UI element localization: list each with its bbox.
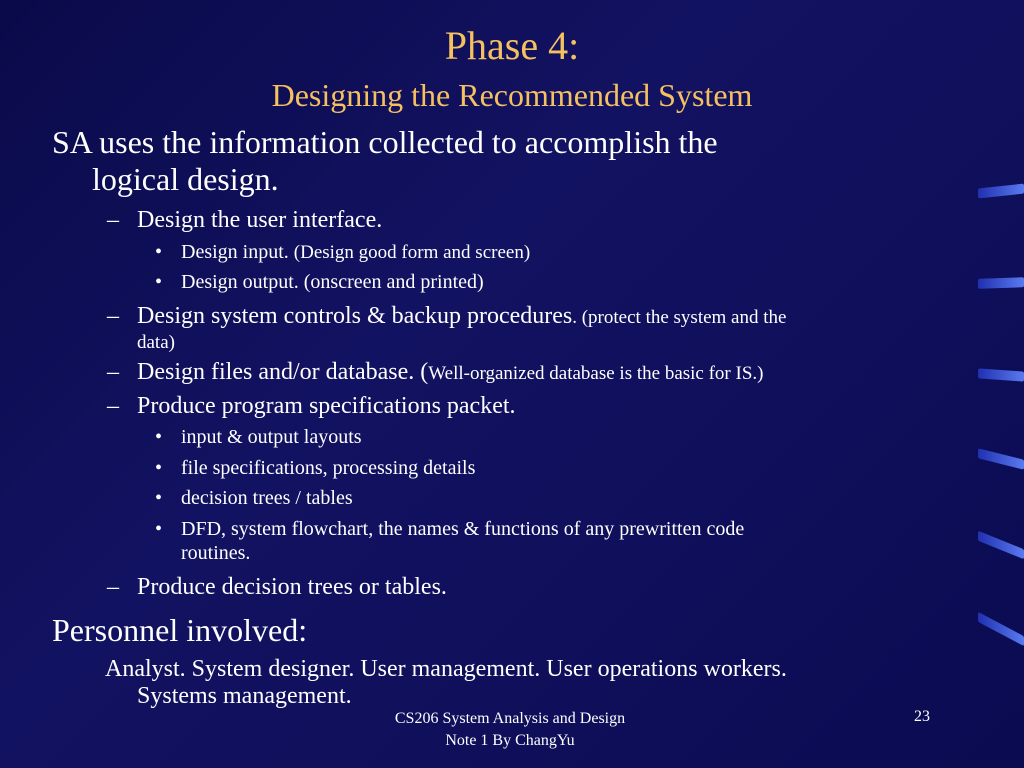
- sub-bullet-io-layouts: [155, 426, 362, 449]
- paragraph-roles: [105, 656, 945, 683]
- sub-bullet-design-output: [155, 271, 484, 294]
- dash-marker: –: [107, 207, 119, 233]
- sub-bullet-text: DFD, system flowchart, the names & functions of any prewritten code: [181, 518, 745, 540]
- bullet-marker: •: [155, 271, 163, 293]
- decor-stripe: [978, 277, 1024, 289]
- bullet-decision-trees: [107, 574, 447, 600]
- bullet-files-database: [107, 359, 764, 387]
- page-number: 23: [914, 708, 930, 725]
- sub-bullet-text: input & output layouts: [181, 426, 362, 448]
- sub-bullet-text-cont: routines.: [181, 542, 251, 564]
- bullet-system-controls-cont: [137, 331, 175, 354]
- footer-text: [350, 708, 670, 752]
- bullet-note: . (protect the system and the: [572, 307, 787, 328]
- sub-bullet-dfd: [155, 518, 745, 541]
- sub-bullet-text: file specifications, processing details: [181, 457, 476, 479]
- bullet-text: Design the user interface.: [137, 207, 383, 233]
- bullet-program-specs: [107, 393, 516, 419]
- paragraph-line-1: SA uses the information collected to accomplish the: [52, 124, 718, 160]
- bullet-design-ui: [107, 207, 383, 233]
- sub-bullet-note: (Design good form and screen): [293, 242, 531, 263]
- bullet-marker: •: [155, 487, 163, 509]
- sub-bullet-decision-trees: [155, 487, 353, 510]
- bullet-text: Produce program specifications packet.: [137, 393, 516, 419]
- dash-marker: –: [107, 303, 119, 329]
- footer-author: Note 1 By ChangYu: [445, 732, 575, 749]
- bullet-note-cont: data): [137, 332, 175, 353]
- paragraph-sa-uses: [52, 124, 932, 160]
- paragraph-sa-uses-cont: [92, 161, 972, 197]
- sub-bullet-dfd-cont: [181, 542, 250, 565]
- slide-subtitle: Designing the Recommended System: [271, 77, 753, 113]
- bullet-text: Design system controls & backup procedures: [137, 303, 573, 329]
- bullet-marker: •: [155, 241, 163, 263]
- decor-stripe: [978, 612, 1024, 646]
- sub-bullet-file-specs: [155, 457, 476, 480]
- bullet-marker: •: [155, 426, 163, 448]
- dash-marker: –: [107, 359, 119, 385]
- bullet-text: Produce decision trees or tables.: [137, 574, 447, 600]
- footer-course: CS206 System Analysis and Design: [394, 710, 626, 727]
- bullet-text: Design files and/or database. (: [137, 359, 429, 385]
- sub-bullet-design-input: [155, 241, 531, 264]
- bullet-marker: •: [155, 518, 163, 540]
- paragraph-text: Personnel involved:: [52, 612, 308, 648]
- bullet-marker: •: [155, 457, 163, 479]
- paragraph-text-cont: Systems management.: [137, 683, 352, 709]
- dash-marker: –: [107, 393, 119, 419]
- sub-bullet-text: Design output. (onscreen and printed): [181, 271, 484, 293]
- decor-stripe: [978, 448, 1024, 469]
- sub-bullet-text: Design input.: [181, 241, 294, 263]
- paragraph-text: Analyst. System designer. User management. User operations workers.: [105, 656, 787, 682]
- paragraph-line-2: logical design.: [92, 161, 279, 197]
- decor-stripe: [978, 531, 1024, 560]
- sub-bullet-text: decision trees / tables: [181, 487, 353, 509]
- bullet-note: Well-organized database is the basic for IS.): [428, 363, 764, 384]
- slide-title: Phase 4:: [444, 23, 580, 68]
- paragraph-roles-cont: [137, 683, 977, 710]
- bullet-system-controls: [107, 303, 787, 331]
- decor-stripe: [978, 368, 1024, 381]
- decor-stripe: [978, 184, 1024, 199]
- dash-marker: –: [107, 574, 119, 600]
- paragraph-personnel: [52, 612, 932, 648]
